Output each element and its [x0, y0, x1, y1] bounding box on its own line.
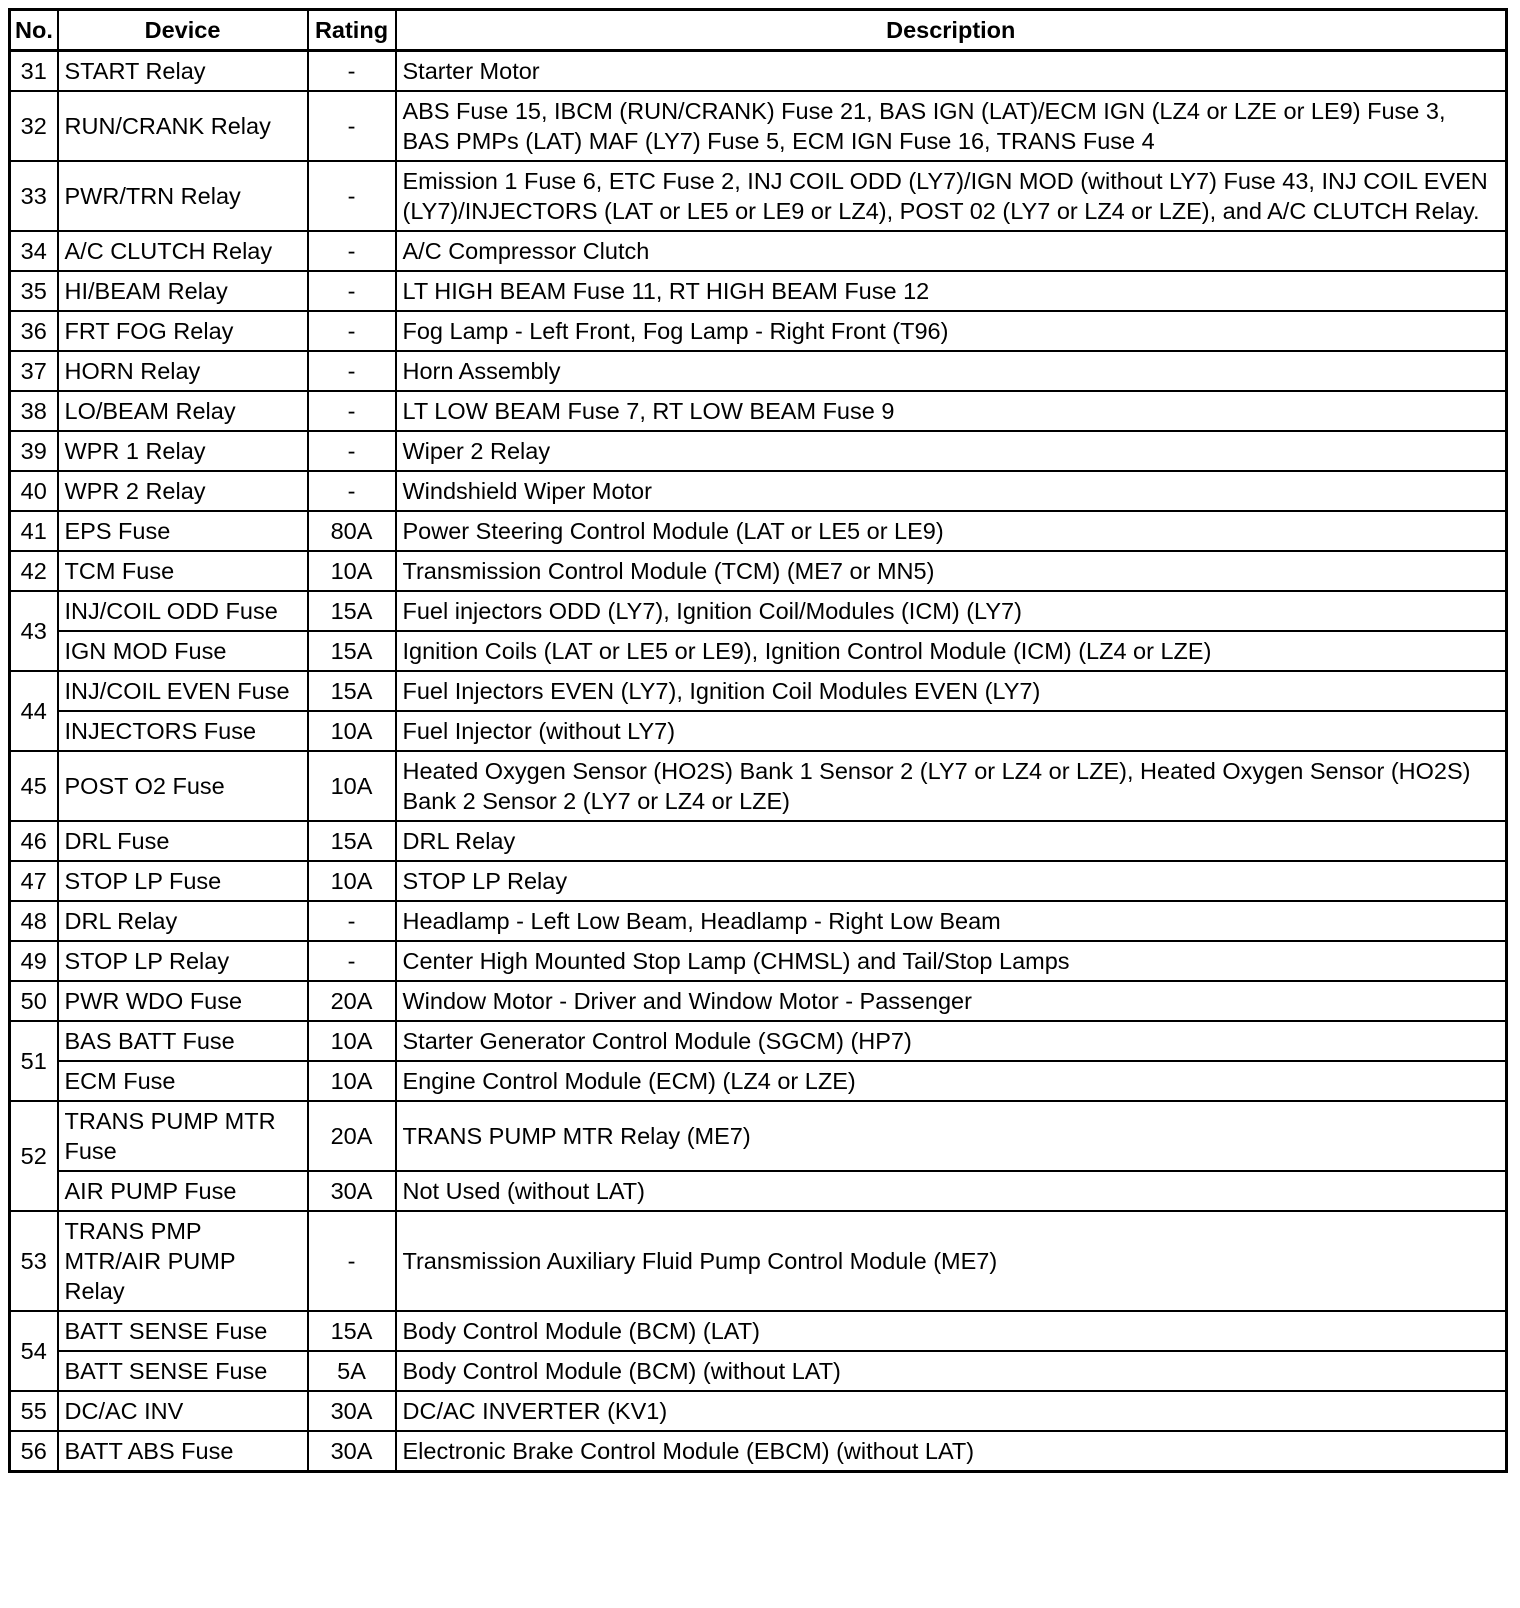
cell-number: 50 — [10, 981, 58, 1021]
cell-rating: 15A — [308, 821, 396, 861]
cell-description: ABS Fuse 15, IBCM (RUN/CRANK) Fuse 21, BAS IGN (LAT)/ECM IGN (LZ4 or LZE or LE9) Fuse 3, BAS PMPs (LAT) MAF (LY7) Fuse 5, ECM IGN Fuse 16, TRANS Fuse 4 — [396, 91, 1507, 161]
header-row — [10, 10, 1507, 51]
cell-device: WPR 1 Relay — [58, 431, 308, 471]
cell-number: 56 — [10, 1431, 58, 1472]
cell-device: LO/BEAM Relay — [58, 391, 308, 431]
cell-device: BAS BATT Fuse — [58, 1021, 308, 1061]
cell-number: 35 — [10, 271, 58, 311]
cell-device: TRANS PUMP MTR Fuse — [58, 1101, 308, 1171]
cell-rating: 5A — [308, 1351, 396, 1391]
cell-device: A/C CLUTCH Relay — [58, 231, 308, 271]
cell-rating: - — [308, 1211, 396, 1311]
cell-rating: 15A — [308, 671, 396, 711]
cell-number: 55 — [10, 1391, 58, 1431]
cell-number: 52 — [10, 1101, 58, 1211]
cell-description: DC/AC INVERTER (KV1) — [396, 1391, 1507, 1431]
cell-number: 31 — [10, 51, 58, 92]
cell-device: DRL Relay — [58, 901, 308, 941]
cell-number: 53 — [10, 1211, 58, 1311]
cell-number: 33 — [10, 161, 58, 231]
cell-rating: 10A — [308, 1061, 396, 1101]
cell-device: TCM Fuse — [58, 551, 308, 591]
cell-device: START Relay — [58, 51, 308, 92]
cell-device: INJ/COIL EVEN Fuse — [58, 671, 308, 711]
table-row — [10, 821, 1507, 861]
cell-number: 51 — [10, 1021, 58, 1101]
cell-description: Starter Motor — [396, 51, 1507, 92]
cell-description: Starter Generator Control Module (SGCM) (HP7) — [396, 1021, 1507, 1061]
cell-device: POST O2 Fuse — [58, 751, 308, 821]
cell-description: STOP LP Relay — [396, 861, 1507, 901]
table-row — [10, 1061, 1507, 1101]
cell-device: FRT FOG Relay — [58, 311, 308, 351]
cell-rating: 30A — [308, 1171, 396, 1211]
cell-device: INJECTORS Fuse — [58, 711, 308, 751]
cell-device: BATT SENSE Fuse — [58, 1351, 308, 1391]
cell-description: Heated Oxygen Sensor (HO2S) Bank 1 Sensor 2 (LY7 or LZ4 or LZE), Heated Oxygen Sensor (HO2S) Bank 2 Sensor 2 (LY7 or LZ4 or LZE) — [396, 751, 1507, 821]
cell-rating: 80A — [308, 511, 396, 551]
cell-rating: 10A — [308, 751, 396, 821]
cell-number: 34 — [10, 231, 58, 271]
cell-description: LT HIGH BEAM Fuse 11, RT HIGH BEAM Fuse 12 — [396, 271, 1507, 311]
cell-description: Windshield Wiper Motor — [396, 471, 1507, 511]
cell-number: 49 — [10, 941, 58, 981]
cell-description: Emission 1 Fuse 6, ETC Fuse 2, INJ COIL ODD (LY7)/IGN MOD (without LY7) Fuse 43, INJ COIL EVEN (LY7)/INJECTORS (LAT or LE5 or LE9 or LZ4), POST 02 (LY7 or LZ4 or LZE), and A/C CLUTCH Relay. — [396, 161, 1507, 231]
cell-device: WPR 2 Relay — [58, 471, 308, 511]
cell-device: RUN/CRANK Relay — [58, 91, 308, 161]
table-row — [10, 351, 1507, 391]
table-row — [10, 1211, 1507, 1311]
cell-rating: - — [308, 431, 396, 471]
table-row — [10, 1391, 1507, 1431]
table-row — [10, 861, 1507, 901]
cell-device: HI/BEAM Relay — [58, 271, 308, 311]
cell-rating: - — [308, 311, 396, 351]
cell-rating: 30A — [308, 1391, 396, 1431]
cell-number: 45 — [10, 751, 58, 821]
table-row — [10, 1431, 1507, 1472]
cell-number: 48 — [10, 901, 58, 941]
cell-description: Fuel Injectors EVEN (LY7), Ignition Coil Modules EVEN (LY7) — [396, 671, 1507, 711]
cell-number: 40 — [10, 471, 58, 511]
fuse-relay-table — [8, 8, 1508, 1473]
cell-rating: 10A — [308, 551, 396, 591]
table-row — [10, 1171, 1507, 1211]
header-device: Device — [58, 10, 308, 51]
cell-description: Headlamp - Left Low Beam, Headlamp - Right Low Beam — [396, 901, 1507, 941]
cell-number: 41 — [10, 511, 58, 551]
table-row — [10, 671, 1507, 711]
cell-device: INJ/COIL ODD Fuse — [58, 591, 308, 631]
table-row — [10, 51, 1507, 92]
cell-description: Body Control Module (BCM) (LAT) — [396, 1311, 1507, 1351]
table-row — [10, 901, 1507, 941]
table-row — [10, 161, 1507, 231]
table-row — [10, 391, 1507, 431]
table-row — [10, 751, 1507, 821]
cell-number: 54 — [10, 1311, 58, 1391]
cell-device: TRANS PMP MTR/AIR PUMP Relay — [58, 1211, 308, 1311]
table-row — [10, 271, 1507, 311]
cell-description: Transmission Control Module (TCM) (ME7 or MN5) — [396, 551, 1507, 591]
cell-rating: 15A — [308, 591, 396, 631]
cell-description: Wiper 2 Relay — [396, 431, 1507, 471]
cell-rating: 30A — [308, 1431, 396, 1472]
cell-rating: 20A — [308, 981, 396, 1021]
cell-rating: 10A — [308, 861, 396, 901]
cell-number: 32 — [10, 91, 58, 161]
table-row — [10, 591, 1507, 631]
cell-device: ECM Fuse — [58, 1061, 308, 1101]
table-row — [10, 1351, 1507, 1391]
cell-description: Fuel Injector (without LY7) — [396, 711, 1507, 751]
cell-description: Body Control Module (BCM) (without LAT) — [396, 1351, 1507, 1391]
cell-number: 38 — [10, 391, 58, 431]
cell-number: 43 — [10, 591, 58, 671]
cell-description: Ignition Coils (LAT or LE5 or LE9), Ignition Control Module (ICM) (LZ4 or LZE) — [396, 631, 1507, 671]
cell-description: LT LOW BEAM Fuse 7, RT LOW BEAM Fuse 9 — [396, 391, 1507, 431]
cell-number: 37 — [10, 351, 58, 391]
cell-rating: 15A — [308, 1311, 396, 1351]
table-body — [10, 51, 1507, 1472]
cell-description: Center High Mounted Stop Lamp (CHMSL) and Tail/Stop Lamps — [396, 941, 1507, 981]
cell-description: Horn Assembly — [396, 351, 1507, 391]
table-row — [10, 1021, 1507, 1061]
header-no: No. — [10, 10, 58, 51]
table-row — [10, 471, 1507, 511]
cell-rating: 10A — [308, 1021, 396, 1061]
table-row — [10, 981, 1507, 1021]
table-row — [10, 1311, 1507, 1351]
cell-device: DRL Fuse — [58, 821, 308, 861]
cell-number: 42 — [10, 551, 58, 591]
cell-device: HORN Relay — [58, 351, 308, 391]
cell-device: PWR/TRN Relay — [58, 161, 308, 231]
cell-device: STOP LP Fuse — [58, 861, 308, 901]
table-header — [10, 10, 1507, 51]
cell-device: EPS Fuse — [58, 511, 308, 551]
table-row — [10, 941, 1507, 981]
cell-number: 39 — [10, 431, 58, 471]
cell-rating: - — [308, 391, 396, 431]
cell-device: AIR PUMP Fuse — [58, 1171, 308, 1211]
cell-rating: - — [308, 231, 396, 271]
cell-rating: 15A — [308, 631, 396, 671]
table-row — [10, 1101, 1507, 1171]
cell-rating: - — [308, 941, 396, 981]
cell-description: TRANS PUMP MTR Relay (ME7) — [396, 1101, 1507, 1171]
cell-rating: - — [308, 901, 396, 941]
cell-description: Electronic Brake Control Module (EBCM) (without LAT) — [396, 1431, 1507, 1472]
cell-device: IGN MOD Fuse — [58, 631, 308, 671]
cell-number: 36 — [10, 311, 58, 351]
cell-description: Transmission Auxiliary Fluid Pump Control Module (ME7) — [396, 1211, 1507, 1311]
cell-description: Engine Control Module (ECM) (LZ4 or LZE) — [396, 1061, 1507, 1101]
cell-device: STOP LP Relay — [58, 941, 308, 981]
cell-rating: - — [308, 351, 396, 391]
cell-rating: - — [308, 51, 396, 92]
cell-rating: - — [308, 91, 396, 161]
cell-rating: - — [308, 471, 396, 511]
table-row — [10, 511, 1507, 551]
cell-description: DRL Relay — [396, 821, 1507, 861]
table-row — [10, 231, 1507, 271]
header-rating: Rating — [308, 10, 396, 51]
table-row — [10, 91, 1507, 161]
table-row — [10, 551, 1507, 591]
cell-rating: - — [308, 161, 396, 231]
table-row — [10, 631, 1507, 671]
cell-description: Fuel injectors ODD (LY7), Ignition Coil/Modules (ICM) (LY7) — [396, 591, 1507, 631]
cell-device: BATT SENSE Fuse — [58, 1311, 308, 1351]
cell-rating: - — [308, 271, 396, 311]
cell-description: Power Steering Control Module (LAT or LE5 or LE9) — [396, 511, 1507, 551]
cell-description: A/C Compressor Clutch — [396, 231, 1507, 271]
cell-description: Window Motor - Driver and Window Motor - Passenger — [396, 981, 1507, 1021]
table-row — [10, 311, 1507, 351]
cell-device: PWR WDO Fuse — [58, 981, 308, 1021]
header-description: Description — [396, 10, 1507, 51]
cell-rating: 10A — [308, 711, 396, 751]
cell-description: Not Used (without LAT) — [396, 1171, 1507, 1211]
cell-number: 46 — [10, 821, 58, 861]
cell-device: DC/AC INV — [58, 1391, 308, 1431]
table-row — [10, 711, 1507, 751]
cell-rating: 20A — [308, 1101, 396, 1171]
cell-device: BATT ABS Fuse — [58, 1431, 308, 1472]
cell-number: 47 — [10, 861, 58, 901]
cell-description: Fog Lamp - Left Front, Fog Lamp - Right Front (T96) — [396, 311, 1507, 351]
cell-number: 44 — [10, 671, 58, 751]
table-row — [10, 431, 1507, 471]
